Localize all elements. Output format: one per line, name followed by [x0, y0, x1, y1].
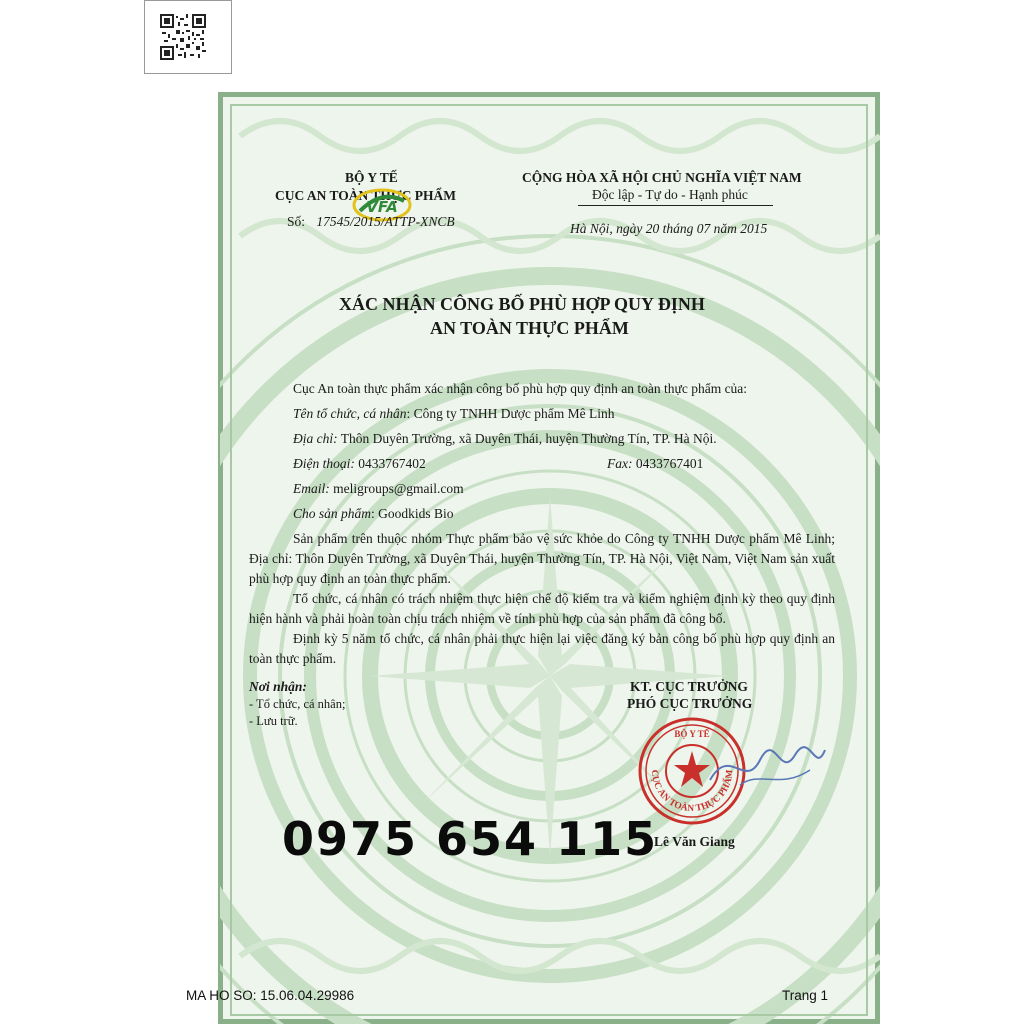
signer-title-2: PHÓ CỤC TRƯỞNG [627, 696, 753, 711]
page-number: Trang 1 [782, 988, 829, 1003]
responsibility-paragraph: Tổ chức, cá nhân có trách nhiệm thực hiện chế độ kiểm tra và kiểm nghiệm định kỳ theo quy định hiện hành và phải hoàn toàn chịu trách nhiệm về tính phù hợp của sản phẩm đã công bố. [249, 591, 835, 626]
email-label: Email: [293, 481, 330, 496]
svg-text:CỤC AN TOÀN THỰC PHẨM: CỤC AN TOÀN THỰC PHẨM [648, 769, 736, 815]
agency-name: CỤC AN TOÀN THỰC PHẨM [275, 188, 457, 203]
email-value: meligroups@gmail.com [329, 481, 464, 496]
dossier-code: MA HO SO: 15.06.04.29986 [186, 988, 355, 1003]
product-line [293, 506, 454, 522]
address-line [293, 431, 717, 447]
renewal-paragraph: Định kỳ 5 năm tổ chức, cá nhân phải thực hiện lại việc đăng ký bản công bố phù hợp quy định an toàn thực phẩm. [249, 631, 835, 666]
ministry-name: BỘ Y TẾ [345, 170, 398, 185]
document-number-label: Số: [287, 214, 306, 229]
document-number-value: 17545/2015/ATTP-XNCB [316, 214, 455, 229]
issue-date: Hà Nội, ngày 20 tháng 07 năm 2015 [570, 221, 768, 236]
document-title-line1: XÁC NHẬN CÔNG BỐ PHÙ HỢP QUY ĐỊNH [339, 294, 705, 314]
product-value: : Goodkids Bio [371, 506, 454, 521]
phone-label: Điện thoại: [293, 456, 355, 471]
svg-text:BỘ Y TẾ: BỘ Y TẾ [674, 729, 710, 739]
signer-name: Lê Văn Giang [654, 834, 735, 849]
product-label: Cho sản phẩm [293, 506, 372, 521]
recipient-item: - Lưu trữ. [249, 714, 298, 728]
document-title-line2: AN TOÀN THỰC PHẨM [430, 318, 629, 338]
fax-value: 0433767401 [632, 456, 704, 471]
intro-text: Cục An toàn thực phẩm xác nhận công bố phù hợp quy định an toàn thực phẩm của: [293, 381, 748, 396]
recipient-item: - Tổ chức, cá nhân; [249, 697, 346, 711]
signer-title-1: KT. CỤC TRƯỞNG [630, 679, 748, 694]
recipients-label: Nơi nhận: [249, 679, 307, 694]
phone-value: 0433767402 [354, 456, 426, 471]
email-line [293, 481, 464, 497]
overlay-phone-number: 0975 654 115 [282, 812, 659, 866]
qr-code-icon [160, 14, 206, 60]
republic-name: CỘNG HÒA XÃ HỘI CHỦ NGHĨA VIỆT NAM [522, 170, 802, 185]
svg-text:VFA: VFA [366, 198, 398, 216]
address-label: Địa chỉ: [293, 431, 338, 446]
motto-underline [578, 205, 773, 206]
product-group-paragraph: Sản phẩm trên thuộc nhóm Thực phẩm bảo vệ sức khỏe do Công ty TNHH Dược phẩm Mê Linh; Địa chỉ: Thôn Duyên Trường, xã Duyên Thái, huyện Thường Tín, TP. Hà Nội, Việt Nam, Việt Nam sản xuất phù hợp quy định an toàn thực phẩm. [249, 531, 835, 586]
fax-line [607, 456, 703, 472]
organization-label: Tên tổ chức, cá nhân [293, 406, 407, 421]
document-number [287, 214, 455, 230]
handwritten-signature [700, 740, 830, 800]
organization-line [293, 406, 615, 422]
phone-line [293, 456, 426, 472]
fax-label: Fax: [607, 456, 633, 471]
address-value: Thôn Duyên Trường, xã Duyên Thái, huyện Thường Tín, TP. Hà Nội. [337, 431, 717, 446]
organization-value: : Công ty TNHH Dược phẩm Mê Linh [406, 406, 615, 421]
national-motto: Độc lập - Tự do - Hạnh phúc [592, 187, 748, 202]
